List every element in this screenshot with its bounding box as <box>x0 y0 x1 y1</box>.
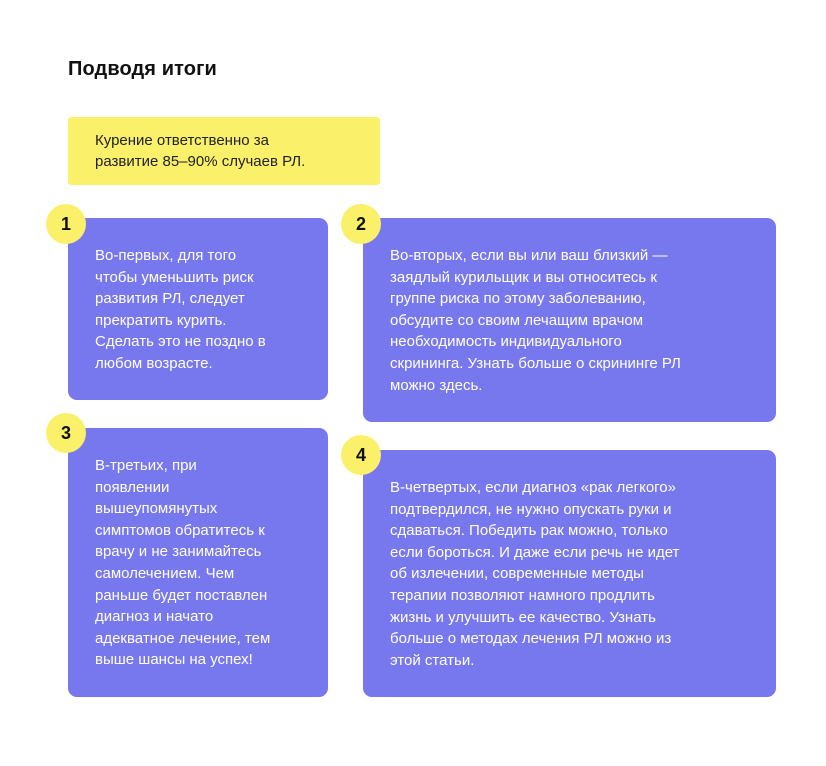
card-line: выше шансы на успех! <box>95 651 253 669</box>
card-line: обсудите со своим лечащим врачом <box>390 311 644 329</box>
card-line: диагноз и начато <box>95 608 214 626</box>
card-line: жизнь и улучшить ее качество. Узнать <box>390 608 656 626</box>
card-line: развития РЛ, следует <box>95 290 245 308</box>
card-line: раньше будет поставлен <box>95 586 268 604</box>
callout-line: Курение ответственно за <box>95 132 269 149</box>
card-line: адекватное лечение, тем <box>95 629 271 647</box>
card-line: симптомов обратитесь к <box>95 521 265 539</box>
card-line: терапии позволяют намного продлить <box>390 586 655 604</box>
card-line: скрининга. Узнать больше о скрининге РЛ <box>390 354 681 372</box>
number-badge-4: 4 <box>341 435 381 475</box>
number-badge-1: 1 <box>46 204 86 244</box>
card-text <box>390 477 679 671</box>
article-link[interactable]: этой статьи. <box>390 651 475 669</box>
card-line: появлении <box>95 478 170 496</box>
card-line: группе риска по этому заболеванию, <box>390 290 646 308</box>
key-fact-callout <box>68 117 380 185</box>
number-badge-2: 2 <box>341 204 381 244</box>
summary-card-1 <box>68 218 328 400</box>
card-line: любом возрасте. <box>95 354 213 372</box>
card-line: Во-вторых, если вы или ваш близкий — <box>390 247 668 264</box>
card-line: заядлый курильщик и вы относитесь к <box>390 268 657 286</box>
screening-link[interactable]: можно здесь. <box>390 376 483 394</box>
card-text <box>390 245 681 396</box>
card-line: Сделать это не поздно в <box>95 333 266 351</box>
card-line: В-третьих, при <box>95 457 197 474</box>
summary-card-4 <box>363 450 776 697</box>
card-line: прекратить курить. <box>95 311 227 329</box>
number-badge-3: 3 <box>46 413 86 453</box>
summary-card-2 <box>363 218 776 422</box>
card-line: если бороться. И даже если речь не идет <box>390 543 680 561</box>
card-line: В-четвертых, если диагноз «рак легкого» <box>390 479 676 496</box>
card-line: врачу и не занимайтесь <box>95 543 262 561</box>
card-text <box>95 455 270 671</box>
card-line: необходимость индивидуального <box>390 333 622 351</box>
card-line: чтобы уменьшить риск <box>95 268 254 286</box>
card-line: самолечением. Чем <box>95 564 235 582</box>
callout-line: развитие 85–90% случаев РЛ. <box>95 153 306 170</box>
card-line: вышеупомянутых <box>95 500 218 518</box>
card-line: подтвердился, не нужно опускать руки и <box>390 500 672 518</box>
card-text <box>95 245 266 375</box>
card-line: сдаваться. Победить рак можно, только <box>390 522 668 540</box>
card-line: об излечении, современные методы <box>390 565 644 583</box>
card-line: больше о методах лечения РЛ можно из <box>390 630 672 648</box>
card-line: Во-первых, для того <box>95 247 237 264</box>
page-title: Подводя итоги <box>68 58 217 80</box>
summary-card-3 <box>68 428 328 697</box>
